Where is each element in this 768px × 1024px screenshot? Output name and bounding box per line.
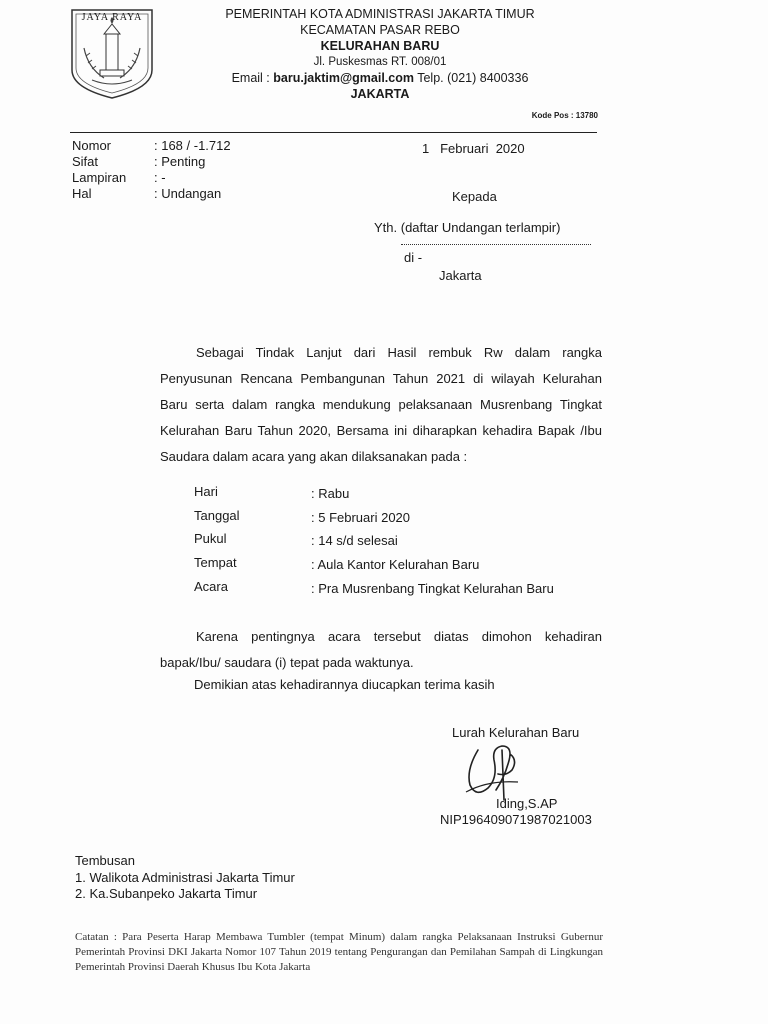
letterhead xyxy=(170,6,590,102)
detail-value: : Rabu xyxy=(311,486,350,501)
lampiran-value: : - xyxy=(154,170,166,185)
letterhead-line3: KELURAHAN BARU xyxy=(320,39,440,53)
letterhead-divider xyxy=(70,132,597,133)
email-value: baru.jaktim@gmail.com xyxy=(273,71,414,85)
hal-value: : Undangan xyxy=(154,186,222,201)
detail-key: Pukul xyxy=(194,531,227,546)
sifat-label: Sifat xyxy=(72,154,99,169)
kepada-label: Kepada xyxy=(452,189,497,204)
jaya-raya-emblem xyxy=(70,8,154,100)
body-paragraph-2: Karena pentingnya acara tersebut diatas dimohon kehadiran bapak/Ibu/ saudara (i) tepat pada waktunya. xyxy=(160,629,602,670)
phone-value: Telp. (021) 8400336 xyxy=(417,71,529,85)
detail-key: Tanggal xyxy=(194,508,240,523)
catatan-note: Catatan : Para Peserta Harap Membawa Tumbler (tempat Minum) dalam rangka Pelaksanaan Instruksi Gubernur Pemerintah Provinsi DKI Jakarta Nomor 107 Tahun 2019 tentang Pengurangan dan Pemilahan Sampah di Lingkungan Pemerintah Provinsi Daerah Khusus Ibu Kota Jakarta xyxy=(75,931,603,973)
detail-key: Acara xyxy=(194,579,228,594)
letterhead-contact xyxy=(170,70,590,86)
detail-value: : Pra Musrenbang Tingkat Kelurahan Baru xyxy=(311,581,554,596)
sifat-value: : Penting xyxy=(154,154,206,169)
signer-nip: NIP196409071987021003 xyxy=(440,812,592,827)
letterhead-line2: KECAMATAN PASAR REBO xyxy=(300,23,460,37)
recipient-dotted-line xyxy=(401,236,591,245)
letterhead-address: Jl. Puskesmas RT. 008/01 xyxy=(313,56,447,68)
detail-value: : Aula Kantor Kelurahan Baru xyxy=(311,557,480,572)
hal-label: Hal xyxy=(72,186,92,201)
signer-name: Iding,S.AP xyxy=(496,796,558,811)
nomor-value: : 168 / -1.712 xyxy=(154,138,231,153)
detail-key: Tempat xyxy=(194,555,237,570)
email-label: Email : xyxy=(231,71,270,85)
letterhead-city: JAKARTA xyxy=(350,87,410,101)
recipient-yth: Yth. (daftar Undangan terlampir) xyxy=(374,220,561,235)
nomor-label: Nomor xyxy=(72,138,112,153)
detail-value: : 14 s/d selesai xyxy=(311,533,398,548)
recipient-di: di - xyxy=(404,250,423,265)
letterhead-line1: PEMERINTAH KOTA ADMINISTRASI JAKARTA TIMUR xyxy=(225,7,535,21)
letter-date: 1 Februari 2020 xyxy=(422,141,525,156)
detail-value: : 5 Februari 2020 xyxy=(311,510,411,525)
recipient-city: Jakarta xyxy=(439,268,482,283)
tembusan-item-1: 1. Walikota Administrasi Jakarta Timur xyxy=(75,870,295,885)
postal-code: Kode Pos : 13780 xyxy=(531,111,598,120)
tembusan-item-2: 2. Ka.Subanpeko Jakarta Timur xyxy=(75,886,258,901)
signature-title: Lurah Kelurahan Baru xyxy=(452,725,580,740)
emblem-text: JAYA RAYA xyxy=(81,12,143,23)
tembusan-heading: Tembusan xyxy=(75,853,135,868)
lampiran-label: Lampiran xyxy=(72,170,127,185)
body-paragraph-3: Demikian atas kehadirannya diucapkan terima kasih xyxy=(194,677,495,692)
detail-key: Hari xyxy=(194,484,218,499)
body-paragraph-1: Sebagai Tindak Lanjut dari Hasil rembuk Rw dalam rangka Penyusunan Rencana Pembangunan Tahun 2021 di wilayah Kelurahan Baru serta dalam rangka mendukung pelaksanaan Musrenbang Tingkat Kelurahan Baru Tahun 2020, Bersama ini diharapkan kehadira Bapak /Ibu Saudara dalam acara yang akan dilaksanakan pada : xyxy=(160,345,602,464)
